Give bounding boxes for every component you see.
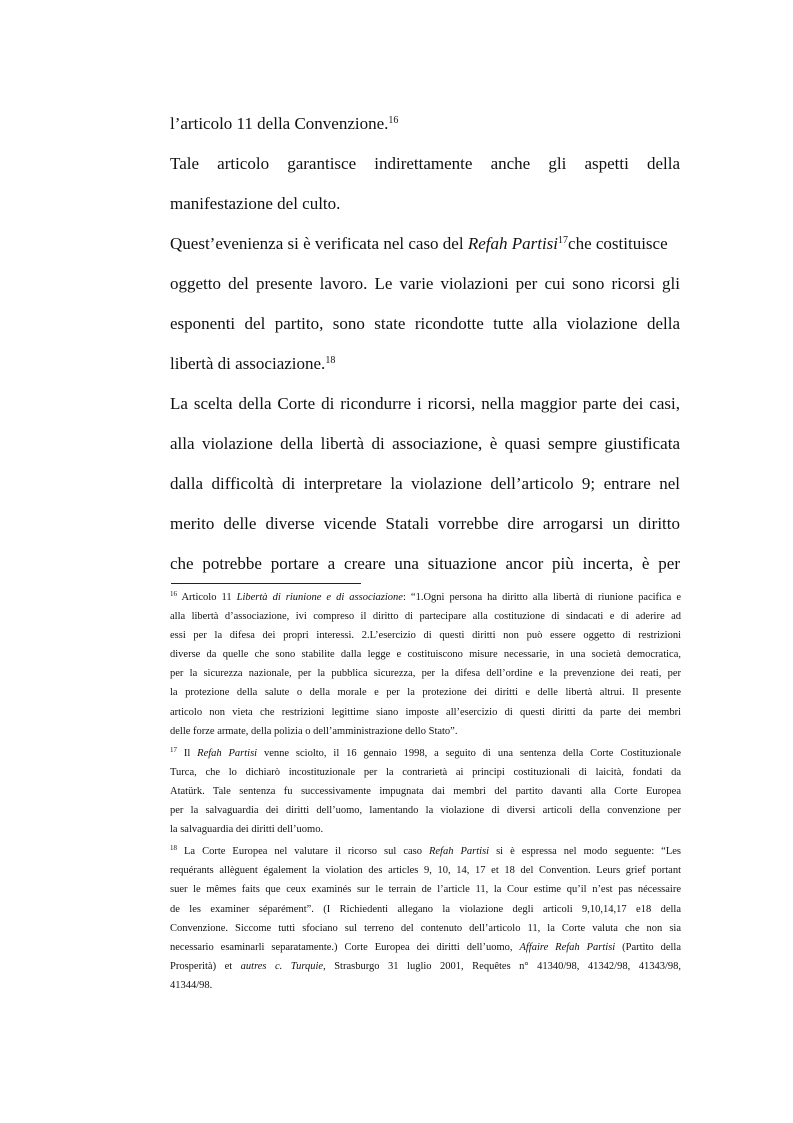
text-line: Tale articolo garantisce indirettamente anche gli aspetti della [170,154,680,173]
footnote-line: suer le mêmes faits que ceux examinés sur le terrain de l’article 11, la Cour estime qu’il n’est pas nécessaire [170,884,681,896]
footnotes [170,588,681,998]
text-line: esponenti del partito, sono state ricondotte tutte alla violazione della [170,314,680,333]
footnote-line: $^{17}$ Il Refah Partisi venne sciolto, il 16 gennaio 1998, a seguito di una sentenza della Corte Costituzionale [170,745,681,759]
footnote-line: necessario esaminarli separatamente.) Corte Europea dei diritti dell’uomo, Affaire Refah Partisi (Partito della [170,941,681,953]
footnote-line: Atatürk. Tale sentenza fu successivamente impugnata dai membri del partito davanti alla Corte Europea [170,785,681,797]
footnote-17 [170,744,681,839]
footnote-line: delle forze armate, della polizia o dell’amministrazione dello Stato”. [170,725,458,737]
footnote-ref-16: 16 [388,115,399,126]
footnote-line: alla libertà d’associazione, ivi compreso il diritto di partecipare alla costituzione di sindacati e di aderire ad [170,611,681,623]
footnote-line: $^{18}$ La Corte Europea nel valutare il ricorso sul caso Refah Partisi si è espressa nel modo seguente: “Les [170,844,681,858]
text-line: libertà di associazione.$^{18}$ [170,354,336,373]
footnote-line: requérants allèguent également la violation des articles 9, 10, 14, 17 et 18 del Convention. Leurs grief portant [170,865,681,877]
text-line: manifestazione del culto. [170,194,341,213]
text-line: alla violazione della libertà di associazione, è quasi sempre giustificata [170,434,680,453]
footnote-line: Convenzione. Siccome tutti sfociano sul terreno del contenuto dell’articolo 11, la Corte valuta che non sia [170,922,681,934]
footnote-separator [171,583,361,584]
footnote-line: la salvaguardia dei diritti dell’uomo. [170,824,324,836]
text-line: Quest’evenienza si è verificata nel caso del Refah Partisi$^{17}$che costituisce [170,234,668,253]
text-line: La scelta della Corte di ricondurre i ricorsi, nella maggior parte dei casi, [170,394,680,413]
footnote-line: Prosperità) et autres c. Turquie, Strasburgo 31 luglio 2001, Requêtes n° 41340/98, 41342/98, 41343/98, [170,960,681,972]
text-line: dalla difficoltà di interpretare la violazione dell’articolo 9; entrare nel [170,474,680,493]
body-text [170,108,680,588]
footnote-line: la protezione della salute o della morale e per la protezione dei diritti e delle libertà altrui. Il presente [170,687,681,699]
footnote-line: de les examiner séparément”. (I Richiedenti allegano la violazione degli articoli 9,10,14,17 e18 della [170,903,681,915]
text-line: che potrebbe portare a creare una situazione ancor più incerta, è per [170,554,680,573]
footnote-line: per la salvaguardia dei diritti dell’uomo, lamentando la violazione di diversi articoli della convenzione per [170,805,681,817]
footnote-ref-18: 18 [325,355,336,366]
text-line: l’articolo 11 della Convenzione.$^{16}$ [170,114,399,133]
footnote-18 [170,842,681,995]
footnote-line: 41344/98. [170,979,213,991]
footnote-line: $^{16}$ Articolo 11 Libertà di riunione e di associazione: “1.Ogni persona ha diritto alla libertà di riunione pacifica e [170,590,681,603]
footnote-line: articolo non vieta che restrizioni legittime siano imposte all’esercizio di questi diritti da parte dei membri [170,706,681,718]
footnote-line: diverse da quelle che sono stabilite dalla legge e costituiscono misure necessarie, in una società democratica, [170,649,681,661]
footnote-line: essi per la difesa dei propri interessi. 2.L’esercizio di questi diritti non può essere oggetto di restrizioni [170,630,681,642]
italic-party-name: Refah Partisi [467,234,559,253]
footnote-ref-17: 17 [558,235,569,246]
footnote-16 [170,588,681,741]
footnote-line: Turca, che lo dichiarò incostituzionale per la contrarietà ai principi costituzionali di laicità, fondati da [170,766,681,778]
text-line: merito delle diverse vicende Statali vorrebbe dire arrogarsi un diritto [170,514,680,533]
footnote-line: per la sicurezza nazionale, per la pubblica sicurezza, per la difesa dell’ordine e la prevenzione dei reati, per [170,668,681,680]
text-line: oggetto del presente lavoro. Le varie violazioni per cui sono ricorsi gli [170,274,680,293]
